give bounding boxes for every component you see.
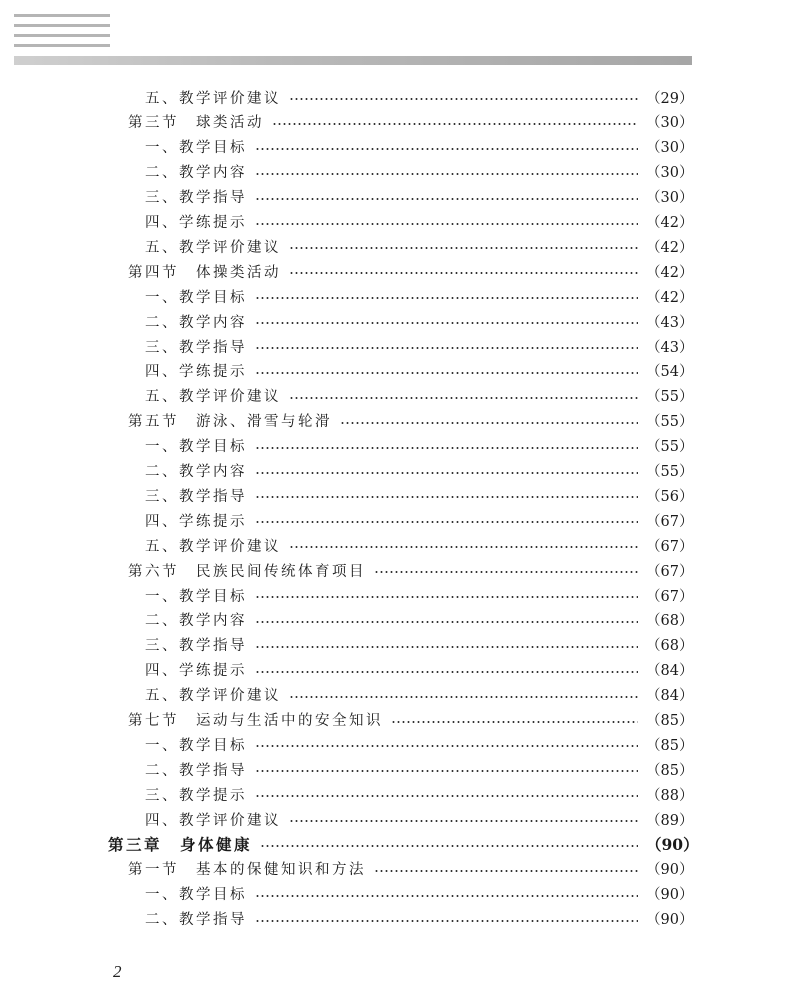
toc-entry-page-number: （55） xyxy=(646,464,694,480)
toc-entry-title: 二、教学指导 xyxy=(145,912,247,929)
toc-entry-title: 五、教学评价建议 xyxy=(145,239,281,256)
toc-entry-page-number: （85） xyxy=(646,737,694,754)
toc-entry-title: 四、教学评价建议 xyxy=(145,812,281,829)
dot-leader xyxy=(289,272,638,274)
dot-leader xyxy=(255,148,638,150)
dot-leader xyxy=(255,745,638,747)
toc-entry-sec[interactable] xyxy=(128,558,692,582)
dot-leader xyxy=(255,646,638,648)
toc-entry-title: 五、教学评价建议 xyxy=(145,90,281,107)
toc-entry-title: 二、教学内容 xyxy=(145,613,247,630)
toc-entry-sec[interactable] xyxy=(128,259,692,283)
toc-entry-sub[interactable] xyxy=(145,732,692,756)
toc-entry-title: 一、教学目标 xyxy=(145,887,247,904)
toc-entry-title: 一、教学目标 xyxy=(145,737,247,754)
toc-entry-page-number: （90） xyxy=(646,862,694,879)
toc-entry-page-number: （88） xyxy=(646,787,694,804)
toc-entry-page-number: （42） xyxy=(646,289,694,306)
toc-entry-page-number: （42） xyxy=(646,239,694,256)
toc-entry-page-number: （67） xyxy=(646,588,694,605)
toc-entry-page-number: （90） xyxy=(646,912,694,929)
toc-entry-page-number: （67） xyxy=(646,563,694,580)
dot-leader xyxy=(289,696,638,698)
toc-entry-sub[interactable] xyxy=(145,907,692,931)
toc-entry-title: 五、教学评价建议 xyxy=(145,389,281,406)
toc-entry-sub[interactable] xyxy=(145,334,692,358)
dot-leader xyxy=(289,397,638,399)
toc-entry-page-number: （56） xyxy=(646,488,694,505)
toc-entry-sub[interactable] xyxy=(145,583,692,607)
toc-entry-sub[interactable] xyxy=(145,234,692,258)
toc-entry-title: 第三章 身体健康 xyxy=(108,835,253,854)
dot-leader xyxy=(255,472,638,474)
dot-leader xyxy=(289,98,638,100)
toc-entry-page-number: （68） xyxy=(646,638,694,655)
toc-entry-sub[interactable] xyxy=(145,483,692,507)
toc-entry-page-number: （67） xyxy=(646,513,694,530)
toc-entry-sub[interactable] xyxy=(145,807,692,831)
toc-entry-title: 五、教学评价建议 xyxy=(145,688,281,705)
toc-entry-sub[interactable] xyxy=(145,882,692,906)
toc-entry-page-number: （54） xyxy=(646,364,694,381)
toc-entry-title: 第五节 游泳、滑雪与轮滑 xyxy=(128,414,332,431)
toc-entry-page-number: （55） xyxy=(646,414,694,431)
toc-entry-sec[interactable] xyxy=(128,857,692,881)
toc-entry-title: 第七节 运动与生活中的安全知识 xyxy=(128,713,383,729)
toc-entry-sub[interactable] xyxy=(145,284,692,308)
toc-entry-sub[interactable] xyxy=(145,608,692,632)
toc-entry-sub[interactable] xyxy=(145,757,692,781)
toc-entry-sub[interactable] xyxy=(145,309,692,333)
toc-entry-title: 四、学练提示 xyxy=(145,663,247,680)
toc-entry-page-number: （90） xyxy=(646,887,694,904)
dot-leader xyxy=(255,770,638,772)
toc-entry-title: 第三节 球类活动 xyxy=(128,115,264,132)
toc-entry-page-number: （42） xyxy=(646,264,694,281)
toc-entry-page-number: （43） xyxy=(646,339,694,356)
toc-entry-sub[interactable] xyxy=(145,533,692,557)
toc-entry-title: 二、教学指导 xyxy=(145,762,247,779)
header-stripe xyxy=(14,24,110,27)
toc-entry-sub[interactable] xyxy=(145,185,692,209)
dot-leader xyxy=(255,621,638,623)
toc-entry-sec[interactable] xyxy=(128,708,692,732)
dot-leader xyxy=(340,422,638,424)
dot-leader xyxy=(374,571,638,573)
toc-entry-sec[interactable] xyxy=(128,110,692,134)
toc-entry-title: 五、教学评价建议 xyxy=(145,538,281,555)
dot-leader xyxy=(255,297,638,299)
toc-entry-title: 二、教学内容 xyxy=(145,165,247,182)
header-stripe xyxy=(14,44,110,47)
toc-entry-page-number: （29） xyxy=(646,90,694,107)
header-stripe xyxy=(14,14,110,17)
toc-entry-sub[interactable] xyxy=(145,210,692,234)
toc-entry-page-number: （42） xyxy=(646,215,694,231)
toc-entry-title: 二、教学内容 xyxy=(145,314,247,331)
toc-entry-sec[interactable] xyxy=(128,409,692,433)
toc-entry-page-number: （67） xyxy=(646,538,694,555)
toc-entry-sub[interactable] xyxy=(145,135,692,159)
dot-leader xyxy=(255,895,638,897)
toc-entry-sub[interactable] xyxy=(145,434,692,458)
toc-entry-sub[interactable] xyxy=(145,633,692,657)
dot-leader xyxy=(255,521,638,523)
dot-leader xyxy=(289,820,638,822)
toc-entry-title: 三、教学指导 xyxy=(145,638,247,655)
dot-leader xyxy=(255,198,638,200)
toc-entry-title: 四、学练提示 xyxy=(145,364,247,381)
toc-entry-title: 一、教学目标 xyxy=(145,289,247,306)
dot-leader xyxy=(255,671,638,673)
toc-entry-title: 第一节 基本的保健知识和方法 xyxy=(128,862,366,879)
toc-entry-title: 三、教学提示 xyxy=(145,787,247,804)
toc-entry-page-number: （30） xyxy=(646,115,694,132)
toc-entry-sub[interactable] xyxy=(145,658,692,682)
dot-leader xyxy=(255,795,638,797)
header-stripe xyxy=(14,34,110,37)
header-gray-bar xyxy=(14,56,692,65)
dot-leader xyxy=(255,596,638,598)
toc-entry-sub[interactable] xyxy=(145,384,692,408)
toc-entry-title: 三、教学指导 xyxy=(145,488,247,505)
toc-entry-title: 一、教学目标 xyxy=(145,439,247,456)
toc-entry-title: 四、学练提示 xyxy=(145,215,247,231)
toc-entry-page-number: （55） xyxy=(646,389,694,406)
toc-entry-title: 第六节 民族民间传统体育项目 xyxy=(128,563,366,580)
toc-entry-page-number: （30） xyxy=(646,165,694,182)
dot-leader xyxy=(255,173,638,175)
dot-leader xyxy=(255,496,638,498)
toc-entry-page-number: （85） xyxy=(646,713,694,729)
page-number: 2 xyxy=(113,962,122,981)
toc-entry-title: 一、教学目标 xyxy=(145,588,247,605)
toc-entry-page-number: （55） xyxy=(646,439,694,456)
toc-entry-sub[interactable] xyxy=(145,508,692,532)
toc-entry-title: 三、教学指导 xyxy=(145,190,247,207)
dot-leader xyxy=(391,721,638,723)
toc-entry-sub[interactable] xyxy=(145,160,692,184)
dot-leader xyxy=(374,870,638,872)
toc-entry-sub[interactable] xyxy=(145,683,692,707)
toc-entry-sub[interactable] xyxy=(145,359,692,383)
toc-entry-page-number: （68） xyxy=(646,613,694,630)
toc-entry-title: 四、学练提示 xyxy=(145,513,247,530)
dot-leader xyxy=(255,447,638,449)
toc-entry-page-number: （30） xyxy=(646,140,694,157)
toc-entry-page-number: （30） xyxy=(646,190,694,207)
toc-entry-title: 三、教学指导 xyxy=(145,339,247,356)
dot-leader xyxy=(255,372,638,374)
toc-entry-title: 一、教学目标 xyxy=(145,140,247,157)
toc-entry-title: 第四节 体操类活动 xyxy=(128,264,281,281)
page-header-decoration xyxy=(0,0,800,70)
toc-entry-sub[interactable] xyxy=(145,85,692,109)
dot-leader xyxy=(255,920,638,922)
toc-entry-page-number: （43） xyxy=(646,314,694,331)
toc-entry-page-number: （85） xyxy=(646,762,694,779)
dot-leader xyxy=(260,845,638,847)
dot-leader xyxy=(289,546,638,548)
dot-leader xyxy=(255,347,638,349)
dot-leader xyxy=(289,247,638,249)
toc-entry-sub[interactable] xyxy=(145,782,692,806)
toc-entry-page-number: （89） xyxy=(646,812,694,829)
toc-entry-sub[interactable] xyxy=(145,459,692,483)
dot-leader xyxy=(272,123,638,125)
dot-leader xyxy=(255,223,638,225)
toc-entry-page-number: （84） xyxy=(646,688,694,705)
toc-entry-title: 二、教学内容 xyxy=(145,464,247,480)
dot-leader xyxy=(255,322,638,324)
toc-entry-page-number: （90） xyxy=(646,835,699,854)
toc-entry-page-number: （84） xyxy=(646,663,694,680)
toc-entry-chap[interactable] xyxy=(108,832,699,856)
